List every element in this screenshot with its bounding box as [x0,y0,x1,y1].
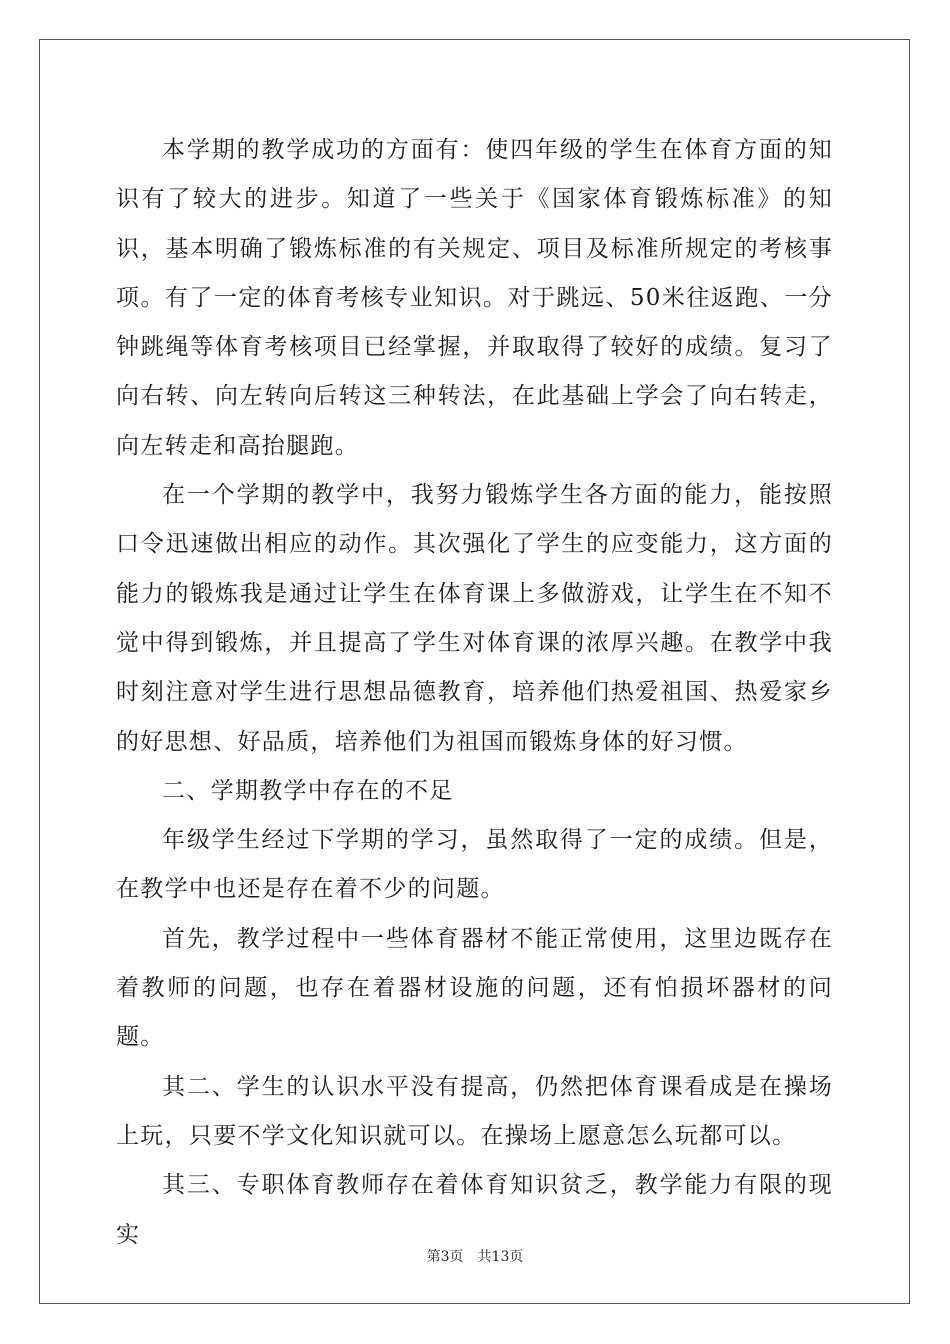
paragraph-ability-training: 在一个学期的教学中，我努力锻炼学生各方面的能力，能按照口令迅速做出相应的动作。其次强化了学生的应变能力，这方面的能力的锻炼我是通过让学生在体育课上多做游戏，让学生在不知不觉中得到锻炼，并且提高了学生对体育课的浓厚兴趣。在教学中我时刻注意对学生进行思想品德教育，培养他们热爱祖国、热爱家乡的好思想、好品质，培养他们为祖国而锻炼身体的好习惯。 [116,482,833,755]
paragraph-second-problem: 其二、学生的认识水平没有提高，仍然把体育课看成是在操场上玩，只要不学文化知识就可以。在操场上愿意怎么玩都可以。 [116,1073,833,1149]
page-footer [0,1246,950,1266]
section-heading-shortcomings: 二、学期教学中存在的不足 [162,777,454,804]
document-body [116,126,833,1260]
paragraph-achievements: 本学期的教学成功的方面有：使四年级的学生在体育方面的知识有了较大的进步。知道了一些关于《国家体育锻炼标准》的知识，基本明确了锻炼标准的有关规定、项目及标准所规定的考核事项。有了一定的体育考核专业知识。对于跳远、50米往返跑、一分钟跳绳等体育考核项目已经掌握，并取取得了较好的成绩。复习了向右转、向左转向后转这三种转法，在此基础上学会了向右转走，向左转走和高抬腿跑。 [116,137,833,459]
page-number: 第3页 [426,1249,464,1265]
page-total: 共13页 [477,1249,524,1265]
paragraph-problems-intro: 年级学生经过下学期的学习，虽然取得了一定的成绩。但是，在教学中也还是存在着不少的问题。 [116,827,833,903]
paragraph-first-problem: 首先，教学过程中一些体育器材不能正常使用，这里边既存在着教师的问题，也存在着器材设施的问题，还有怕损坏器材的问题。 [116,925,833,1051]
paragraph-third-problem: 其三、专职体育教师存在着体育知识贫乏，教学能力有限的现实 [116,1172,833,1248]
